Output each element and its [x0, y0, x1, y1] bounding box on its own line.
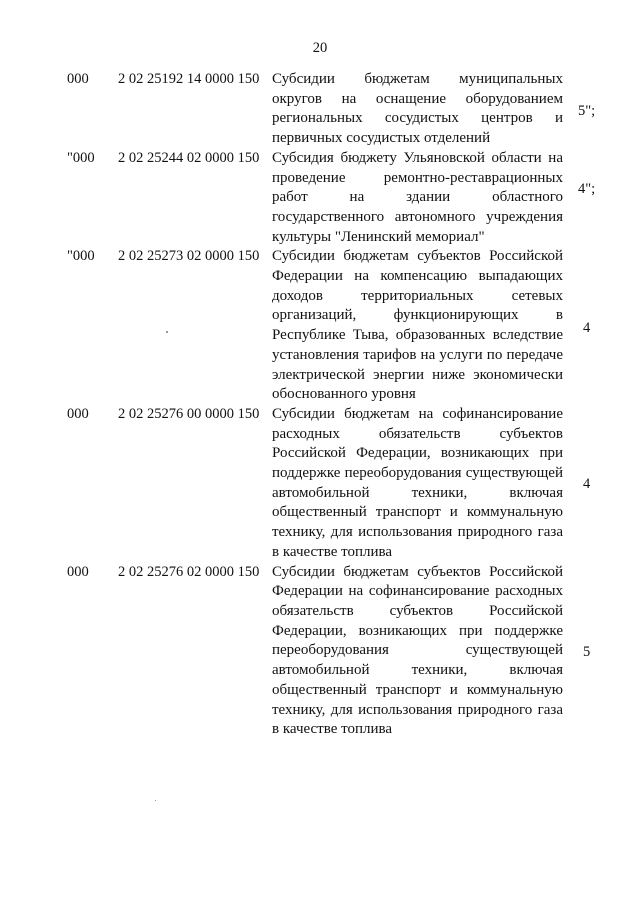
row-value: 5: [583, 643, 591, 660]
row-value: 5";: [578, 103, 596, 119]
budget-classification-code: 2 02 25276 00 0000 150: [118, 405, 260, 422]
row-value: 4: [583, 320, 591, 337]
budget-classification-code: 2 02 25244 02 0000 150: [118, 149, 260, 166]
revenue-description: Субсидии бюджетам субъектов Российской Федерации на компенсацию выпадающих доходов территориальных сетевых организаций, функционирующих в Республике Тыва, образованных вследствие установления тарифов на услуги по передаче электрической энергии ниже экономически обоснованного уровня: [272, 248, 563, 403]
admin-code: 000: [67, 405, 89, 422]
table-row: [0, 70, 640, 149]
budget-classification-code: 2 02 25276 02 0000 150: [118, 563, 260, 580]
admin-code: "000: [67, 149, 95, 166]
admin-code: 000: [67, 71, 89, 87]
admin-code: "000: [67, 248, 95, 265]
table-row: [0, 563, 640, 740]
budget-classification-code: 2 02 25192 14 0000 150: [118, 71, 260, 87]
revenue-description: Субсидии бюджетам на софинансирование расходных обязательств субъектов Российской Федерации, возникающих при поддержке переоборудования существующей автомобильной техники, включая общественный транспорт и коммунальную технику, для использования природного газа в качестве топлива: [272, 405, 563, 560]
revenue-description: Субсидия бюджету Ульяновской области на проведение ремонтно-реставрационных работ на здании областного государственного автономного учреждения культуры "Ленинский мемориал": [272, 149, 563, 245]
scan-speck: [155, 800, 156, 801]
admin-code: 000: [67, 563, 89, 580]
revenue-description: Субсидии бюджетам муниципальных округов на оснащение оборудованием региональных сосудистых центров и первичных сосудистых отделений: [272, 71, 563, 147]
revenue-description: Субсидии бюджетам субъектов Российской Федерации на софинансирование расходных обязательств субъектов Российской Федерации, возникающих при поддержке переоборудования существующей автомобильной техники, включая общественный транспорт и коммунальную технику, для использования природного газа в качестве топлива: [272, 563, 563, 738]
table-row: [0, 247, 640, 405]
table-row: [0, 149, 640, 248]
budget-classification-code: 2 02 25273 02 0000 150: [118, 248, 260, 265]
scan-speck: [166, 331, 168, 333]
page-number: 20: [312, 40, 328, 56]
budget-codes-table: [0, 70, 640, 740]
row-value: 4: [583, 475, 591, 492]
row-value: 4";: [578, 180, 596, 197]
table-row: [0, 405, 640, 563]
